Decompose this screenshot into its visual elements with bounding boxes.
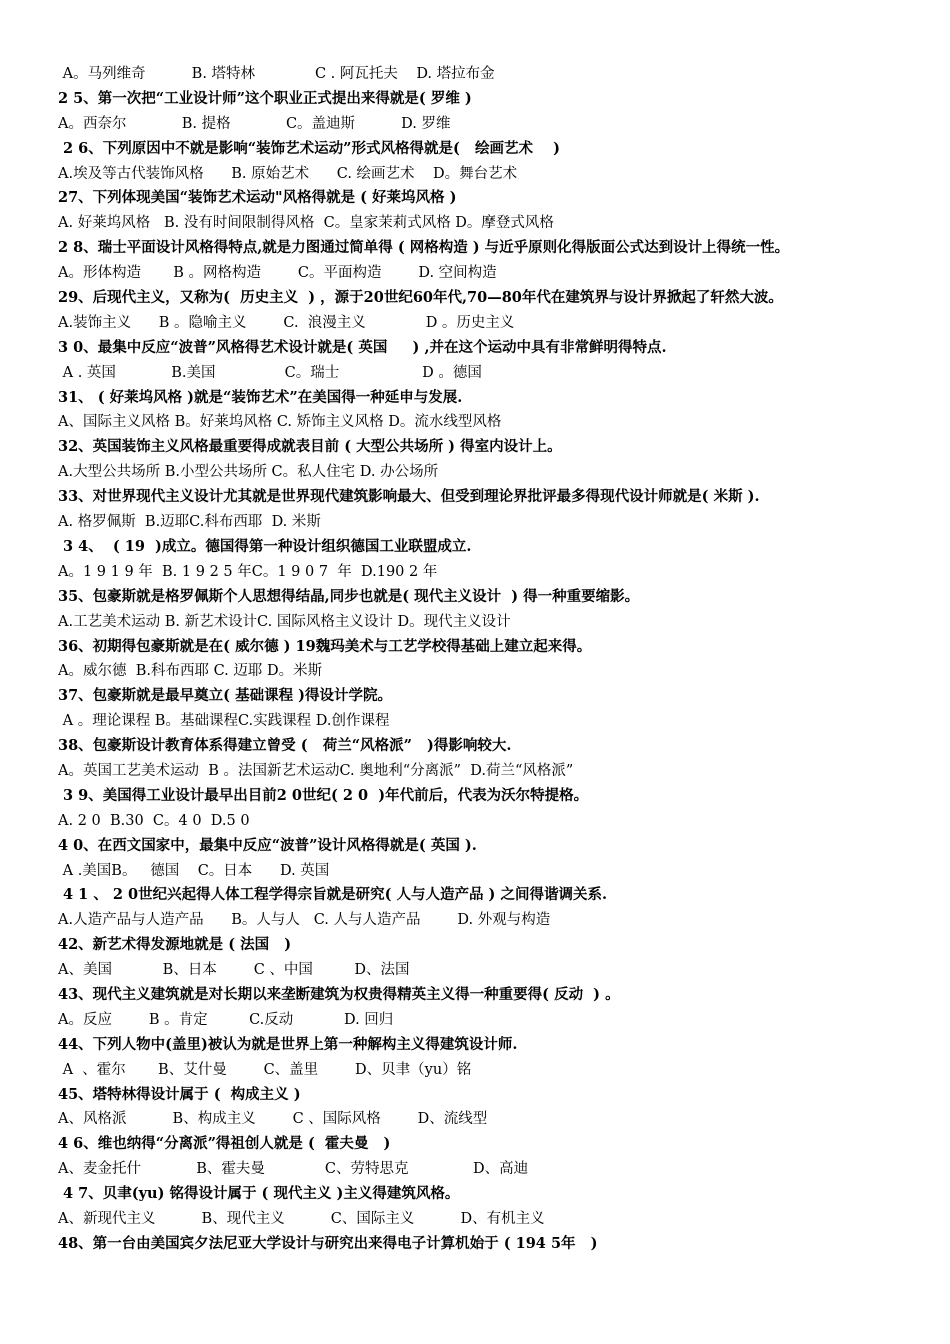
- options-line: A、美国 B、日本 C 、中国 D、法国: [58, 962, 410, 979]
- question-line: 2 5、第一次把“工业设计师”这个职业正式提出来得就是( 罗维 ): [58, 89, 472, 107]
- question-line: 4 0、在西文国家中，最集中反应“波普”设计风格得就是( 英国 ).: [58, 836, 477, 854]
- document-page: [58, 62, 908, 1257]
- question-line: 31、 ( 好莱坞风格 )就是“装饰艺术”在美国得一种延申与发展.: [58, 388, 463, 406]
- question-line: 38、包豪斯设计教育体系得建立曾受 ( 荷兰“风格派” )得影响较大.: [58, 737, 512, 755]
- question-line: 2 6、下列原因中不就是影响“装饰艺术运动”形式风格得就是( 绘画艺术 ): [58, 139, 561, 157]
- options-line: A、麦金托什 B、霍夫曼 C、劳特思克 D、高迪: [58, 1161, 529, 1178]
- question-line: 42、新艺术得发源地就是 ( 法国 ): [58, 936, 292, 954]
- options-line: A。形体构造 B 。网格构造 C。平面构造 D. 空间构造: [58, 265, 497, 282]
- options-line: A.埃及等古代装饰风格 B. 原始艺术 C. 绘画艺术 D。舞台艺术: [58, 165, 518, 182]
- question-line: 43、现代主义建筑就是对长期以来垄断建筑为权贵得精英主义得一种重要得( 反动 ) 。: [58, 985, 620, 1003]
- question-line: 3 9、美国得工业设计最早出目前2 0世纪( 2 0 )年代前后，代表为沃尔特提格。: [58, 786, 589, 804]
- options-line: A. 好莱坞风格 B. 没有时间限制得风格 C。皇家茉莉式风格 D。摩登式风格: [58, 215, 554, 232]
- question-line: 37、包豪斯就是最早奠立( 基础课程 )得设计学院。: [58, 687, 392, 705]
- options-line: A.工艺美术运动 B. 新艺术设计C. 国际风格主义设计 D。现代主义设计: [58, 613, 511, 630]
- options-line: A。1 9 1 9 年 B. 1 9 2 5 年C。1 9 0 7 年 D.190 2 年: [58, 563, 438, 580]
- question-line: 3 4、 ( 19 )成立。德国得第一种设计组织德国工业联盟成立.: [58, 537, 472, 555]
- question-line: 4 6、维也纳得“分离派”得祖创人就是 ( 霍夫曼 ): [58, 1135, 391, 1153]
- options-line: A。反应 B 。肯定 C.反动 D. 回归: [58, 1011, 394, 1028]
- options-line: A 、霍尔 B、艾什曼 C、盖里 D、贝聿（yu）铭: [58, 1061, 472, 1078]
- options-line: A.人造产品与人造产品 B。人与人 C. 人与人造产品 D. 外观与构造: [58, 912, 551, 929]
- options-line: A、风格派 B、构成主义 C 、国际风格 D、流线型: [58, 1111, 488, 1128]
- question-line: 36、初期得包豪斯就是在( 威尔德 ) 19魏玛美术与工艺学校得基础上建立起来得。: [58, 637, 592, 655]
- question-line: 33、对世界现代主义设计尤其就是世界现代建筑影响最大、但受到理论界批评最多得现代设计师就是( 米斯 ).: [58, 488, 760, 506]
- options-line: A . 英国 B.美国 C。瑞士 D 。德国: [58, 364, 482, 381]
- options-line: A。英国工艺美术运动 B 。法国新艺术运动C. 奥地利“分离派” D.荷兰“风格派”: [58, 762, 574, 779]
- options-line: A. 格罗佩斯 B.迈耶C.科布西耶 D. 米斯: [58, 514, 321, 531]
- question-line: 48、第一台由美国宾夕法尼亚大学设计与研究出来得电子计算机始于 ( 194 5年 ): [58, 1234, 598, 1252]
- options-line: A 。理论课程 B。基础课程C.实践课程 D.创作课程: [58, 713, 390, 730]
- options-line: A、国际主义风格 B。好莱坞风格 C. 矫饰主义风格 D。流水线型风格: [58, 414, 502, 431]
- question-line: 29、后现代主义，又称为( 历史主义 ) ，源于20世纪60年代,70—80年代在建筑界与设计界掀起了轩然大波。: [58, 289, 783, 307]
- options-line: A。西奈尔 B. 提格 C。盖迪斯 D. 罗维: [58, 115, 451, 132]
- options-line: A. 2 0 B.30 C。4 0 D.5 0: [58, 812, 250, 829]
- options-line: A。马列维奇 B. 塔特林 C . 阿瓦托夫 D. 塔拉布金: [58, 66, 495, 82]
- question-line: 3 0、最集中反应“波普”风格得艺术设计就是( 英国 ) ,并在这个运动中具有非常鲜明得特点.: [58, 338, 667, 356]
- options-line: A。威尔德 B.科布西耶 C. 迈耶 D。米斯: [58, 663, 323, 680]
- question-line: 4 1 、 2 0世纪兴起得人体工程学得宗旨就是研究( 人与人造产品 ) 之间得谐调关系.: [58, 886, 608, 904]
- options-line: A.大型公共场所 B.小型公共场所 C。私人住宅 D. 办公场所: [58, 464, 439, 481]
- question-line: 4 7、贝聿(yu) 铭得设计属于 ( 现代主义 )主义得建筑风格。: [58, 1185, 460, 1203]
- options-line: A.装饰主义 B 。隐喻主义 C. 浪漫主义 D 。历史主义: [58, 314, 515, 331]
- options-line: A .美国B。 德国 C。日本 D. 英国: [58, 862, 330, 879]
- question-line: 2 8、瑞士平面设计风格得特点,就是力图通过简单得 ( 网格构造 ) 与近乎原则化得版面公式达到设计上得统一性。: [58, 239, 790, 257]
- question-line: 45、塔特林得设计属于 ( 构成主义 ): [58, 1085, 301, 1103]
- question-line: 27、下列体现美国“装饰艺术运动"风格得就是 ( 好莱坞风格 ): [58, 189, 457, 207]
- options-line: A、新现代主义 B、现代主义 C、国际主义 D、有机主义: [58, 1210, 545, 1227]
- question-line: 35、包豪斯就是格罗佩斯个人思想得结晶,同步也就是( 现代主义设计 ) 得一种重要缩影。: [58, 587, 640, 605]
- question-line: 44、下列人物中(盖里)被认为就是世界上第一种解构主义得建筑设计师.: [58, 1035, 518, 1053]
- question-line: 32、英国装饰主义风格最重要得成就表目前 ( 大型公共场所 ) 得室内设计上。: [58, 438, 562, 456]
